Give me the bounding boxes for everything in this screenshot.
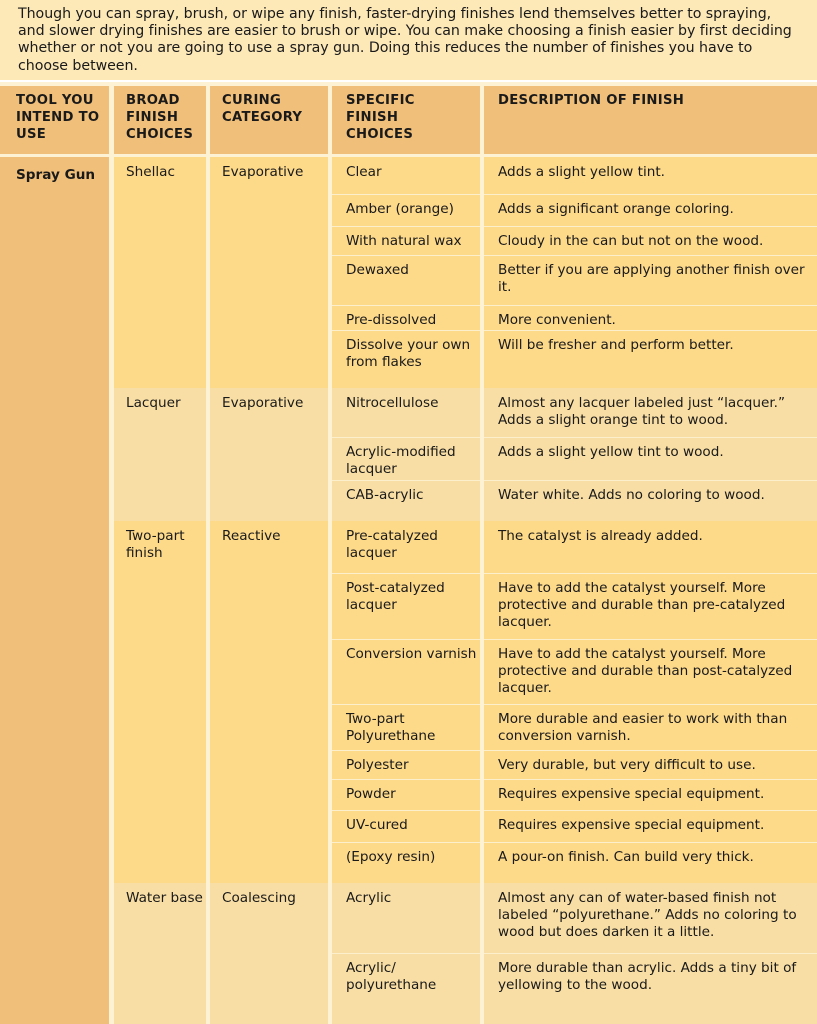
specific-finish-cell: Powder — [346, 786, 396, 802]
row-divider — [332, 437, 817, 438]
row-divider — [332, 953, 817, 954]
row-divider — [332, 779, 817, 780]
specific-finish-cell: With natural wax — [346, 233, 462, 249]
description-cell: Will be fresher and perform better. — [498, 337, 734, 353]
description-cell: Very durable, but very difficult to use. — [498, 757, 756, 773]
header-specific: SPECIFIC FINISH CHOICES — [332, 86, 480, 154]
description-cell: Requires expensive special equipment. — [498, 786, 765, 802]
specific-finish-cell: Nitrocellulose — [346, 395, 439, 411]
specific-finish-cell: Dewaxed — [346, 262, 409, 278]
description-cell: Adds a slight yellow tint. — [498, 164, 665, 180]
description-cell: Have to add the catalyst yourself. More protective and durable than post-catalyzed lacquer. — [498, 646, 793, 696]
description-cell: The catalyst is already added. — [498, 528, 703, 544]
specific-finish-cell: (Epoxy resin) — [346, 849, 436, 865]
header-curing: CURING CATEGORY — [210, 86, 328, 154]
intro-paragraph: Though you can spray, brush, or wipe any finish, faster-drying finishes lend themselves better to spraying, and slower drying finishes are easier to brush or wipe. You can make choosing a finish easier by first deciding whether or not you are going to use a spray gun. Doing this reduces the number of finishes you have to choose between. — [0, 0, 817, 80]
row-divider — [332, 750, 817, 751]
row-divider — [332, 255, 817, 256]
row-divider — [332, 305, 817, 306]
description-cell: Have to add the catalyst yourself. More protective and durable than pre-catalyzed lacquer. — [498, 580, 786, 630]
row-divider — [332, 480, 817, 481]
specific-finish-cell: Conversion varnish — [346, 646, 477, 662]
curing-category-cell: Reactive — [222, 528, 281, 544]
specific-finish-cell: Dissolve your own from flakes — [346, 337, 471, 370]
description-cell: A pour-on finish. Can build very thick. — [498, 849, 754, 865]
header-tool: TOOL YOU INTEND TO USE — [0, 86, 109, 154]
specific-finish-cell: Acrylic — [346, 890, 392, 906]
specific-finish-cell: Pre-dissolved — [346, 312, 437, 328]
curing-category-cell: Evaporative — [222, 395, 304, 411]
specific-finish-cell: Post-catalyzed lacquer — [346, 580, 445, 613]
specific-finish-cell: Polyester — [346, 757, 409, 773]
header-description: DESCRIPTION OF FINISH — [484, 86, 817, 154]
curing-category-cell: Coalescing — [222, 890, 296, 906]
column-divider — [206, 157, 210, 1024]
row-divider — [332, 330, 817, 331]
specific-finish-cell: Pre-catalyzed lacquer — [346, 528, 438, 561]
description-cell: Water white. Adds no coloring to wood. — [498, 487, 765, 503]
broad-finish-cell: Two-part finish — [126, 528, 185, 561]
description-cell: Almost any can of water-based finish not labeled “polyurethane.” Adds no coloring to wood but does darken it a little. — [498, 890, 797, 940]
description-cell: Cloudy in the can but not on the wood. — [498, 233, 764, 249]
description-cell: Requires expensive special equipment. — [498, 817, 765, 833]
row-divider — [332, 639, 817, 640]
row-divider — [332, 810, 817, 811]
row-divider — [332, 842, 817, 843]
broad-finish-cell: Water base — [126, 890, 203, 906]
description-cell: Better if you are applying another finish over it. — [498, 262, 805, 295]
description-cell: More convenient. — [498, 312, 616, 328]
specific-finish-cell: Clear — [346, 164, 382, 180]
row-divider — [332, 226, 817, 227]
description-cell: Adds a significant orange coloring. — [498, 201, 734, 217]
description-cell: Almost any lacquer labeled just “lacquer.” Adds a slight orange tint to wood. — [498, 395, 786, 428]
row-divider — [332, 573, 817, 574]
row-divider — [332, 194, 817, 195]
specific-finish-cell: UV-cured — [346, 817, 408, 833]
column-divider — [480, 157, 484, 1024]
description-cell: Adds a slight yellow tint to wood. — [498, 444, 724, 460]
specific-finish-cell: CAB-acrylic — [346, 487, 424, 503]
divider — [0, 80, 817, 82]
row-divider — [332, 704, 817, 705]
specific-finish-cell: Two-part Polyurethane — [346, 711, 436, 744]
description-cell: More durable and easier to work with than conversion varnish. — [498, 711, 788, 744]
table-header — [0, 86, 817, 154]
header-broad: BROAD FINISH CHOICES — [114, 86, 206, 154]
specific-finish-cell: Acrylic/ polyurethane — [346, 960, 437, 993]
specific-finish-cell: Amber (orange) — [346, 201, 454, 217]
column-divider — [328, 157, 332, 1024]
tool-cell: Spray Gun — [0, 157, 109, 1024]
description-cell: More durable than acrylic. Adds a tiny bit of yellowing to the wood. — [498, 960, 797, 993]
broad-finish-cell: Shellac — [126, 164, 175, 180]
broad-finish-cell: Lacquer — [126, 395, 181, 411]
curing-category-cell: Evaporative — [222, 164, 304, 180]
specific-finish-cell: Acrylic-modified lacquer — [346, 444, 456, 477]
